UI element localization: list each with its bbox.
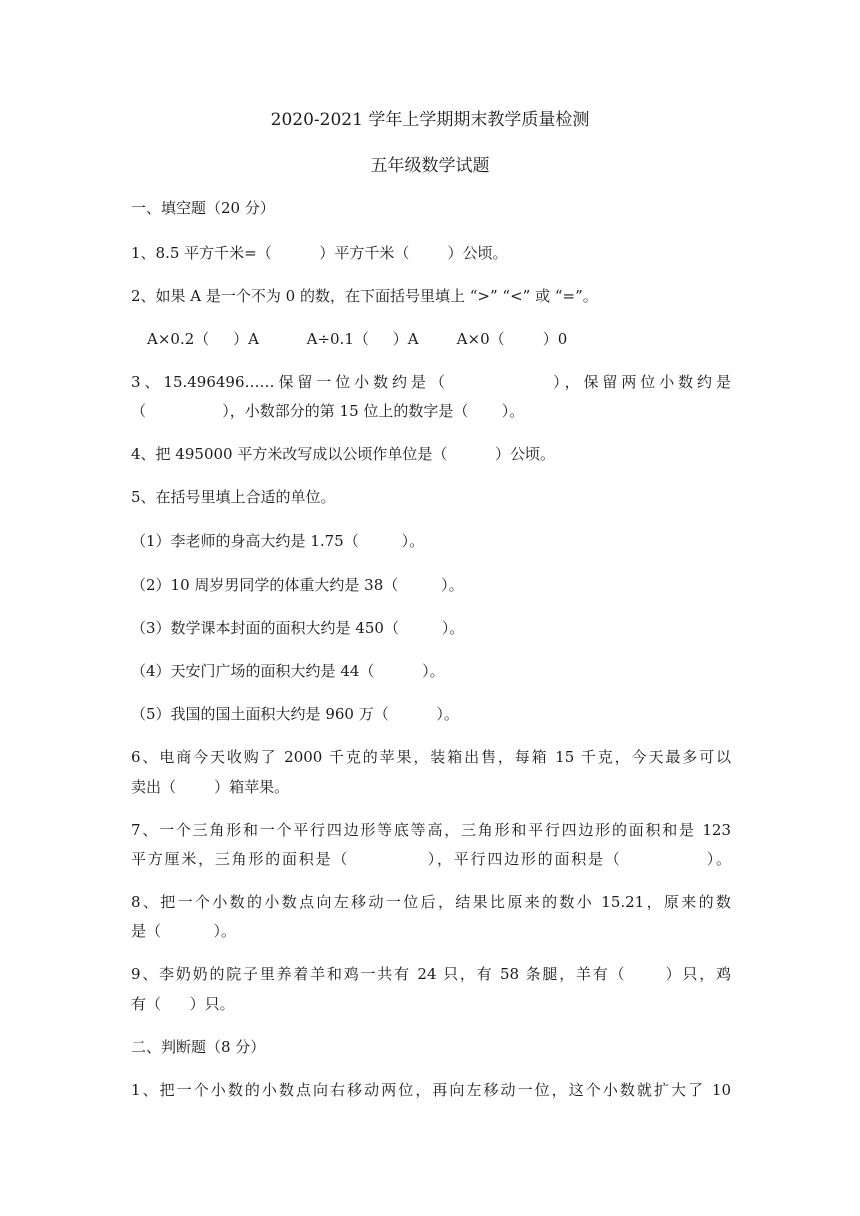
question-5-4: （4）天安门广场的面积大约是 44（ ）。 [131, 662, 445, 680]
question-2-items: A×0.2（ ）A A÷0.1（ ）A A×0（ ）0 [147, 330, 568, 348]
question-6-line-2: 卖出（ ）箱苹果。 [131, 778, 290, 796]
exam-title: 2020-2021 学年上学期期末教学质量检测 [270, 110, 590, 130]
exam-subtitle: 五年级数学试题 [370, 156, 490, 176]
question-5-3: （3）数学课本封面的面积大约是 450（ ）。 [131, 619, 465, 637]
question-7-line-2: 平方厘米，三角形的面积是（ ），平行四边形的面积是（ ）。 [131, 850, 731, 868]
question-5-2: （2）10 周岁男同学的体重大约是 38（ ）。 [131, 576, 464, 594]
question-3-line-2: （ ），小数部分的第 15 位上的数字是（ ）。 [131, 402, 525, 420]
question-5-5: （5）我国的国土面积大约是 960 万（ ）。 [131, 705, 459, 723]
question-8-line-2: 是（ ）。 [131, 922, 236, 940]
question-4: 4、把 495000 平方米改写成以公顷作单位是（ ）公顷。 [131, 445, 556, 463]
section-heading-true-false: 二、判断题（8 分） [131, 1038, 266, 1056]
question-5-1: （1）李老师的身高大约是 1.75（ ）。 [131, 532, 425, 550]
question-3-line-1: 3、15.496496……保留一位小数约是（ ），保留两位小数约是 [131, 373, 731, 391]
question-6-line-1: 6、电商今天收购了 2000 千克的苹果，装箱出售，每箱 15 千克，今天最多可以 [131, 748, 731, 766]
question-9-line-2: 有（ ）只。 [131, 995, 235, 1013]
judgement-1-line-1: 1、把一个小数的小数点向右移动两位，再向左移动一位，这个小数就扩大了 10 [131, 1081, 731, 1099]
question-7-line-1: 7、一个三角形和一个平行四边形等底等高，三角形和平行四边形的面积和是 123 [131, 821, 731, 839]
section-heading-fill-in: 一、填空题（20 分） [131, 199, 275, 217]
question-5: 5、在括号里填上合适的单位。 [131, 488, 336, 506]
question-8-line-1: 8、把一个小数的小数点向左移动一位后，结果比原来的数小 15.21，原来的数 [131, 893, 731, 911]
question-1: 1、8.5 平方千米=（ ）平方千米（ ）公顷。 [131, 244, 508, 262]
question-2: 2、如果 A 是一个不为 0 的数，在下面括号里填上 “>” “<” 或 “=”。 [131, 287, 598, 305]
question-9-line-1: 9、李奶奶的院子里养着羊和鸡一共有 24 只，有 58 条腿，羊有（ ）只，鸡 [131, 965, 731, 983]
